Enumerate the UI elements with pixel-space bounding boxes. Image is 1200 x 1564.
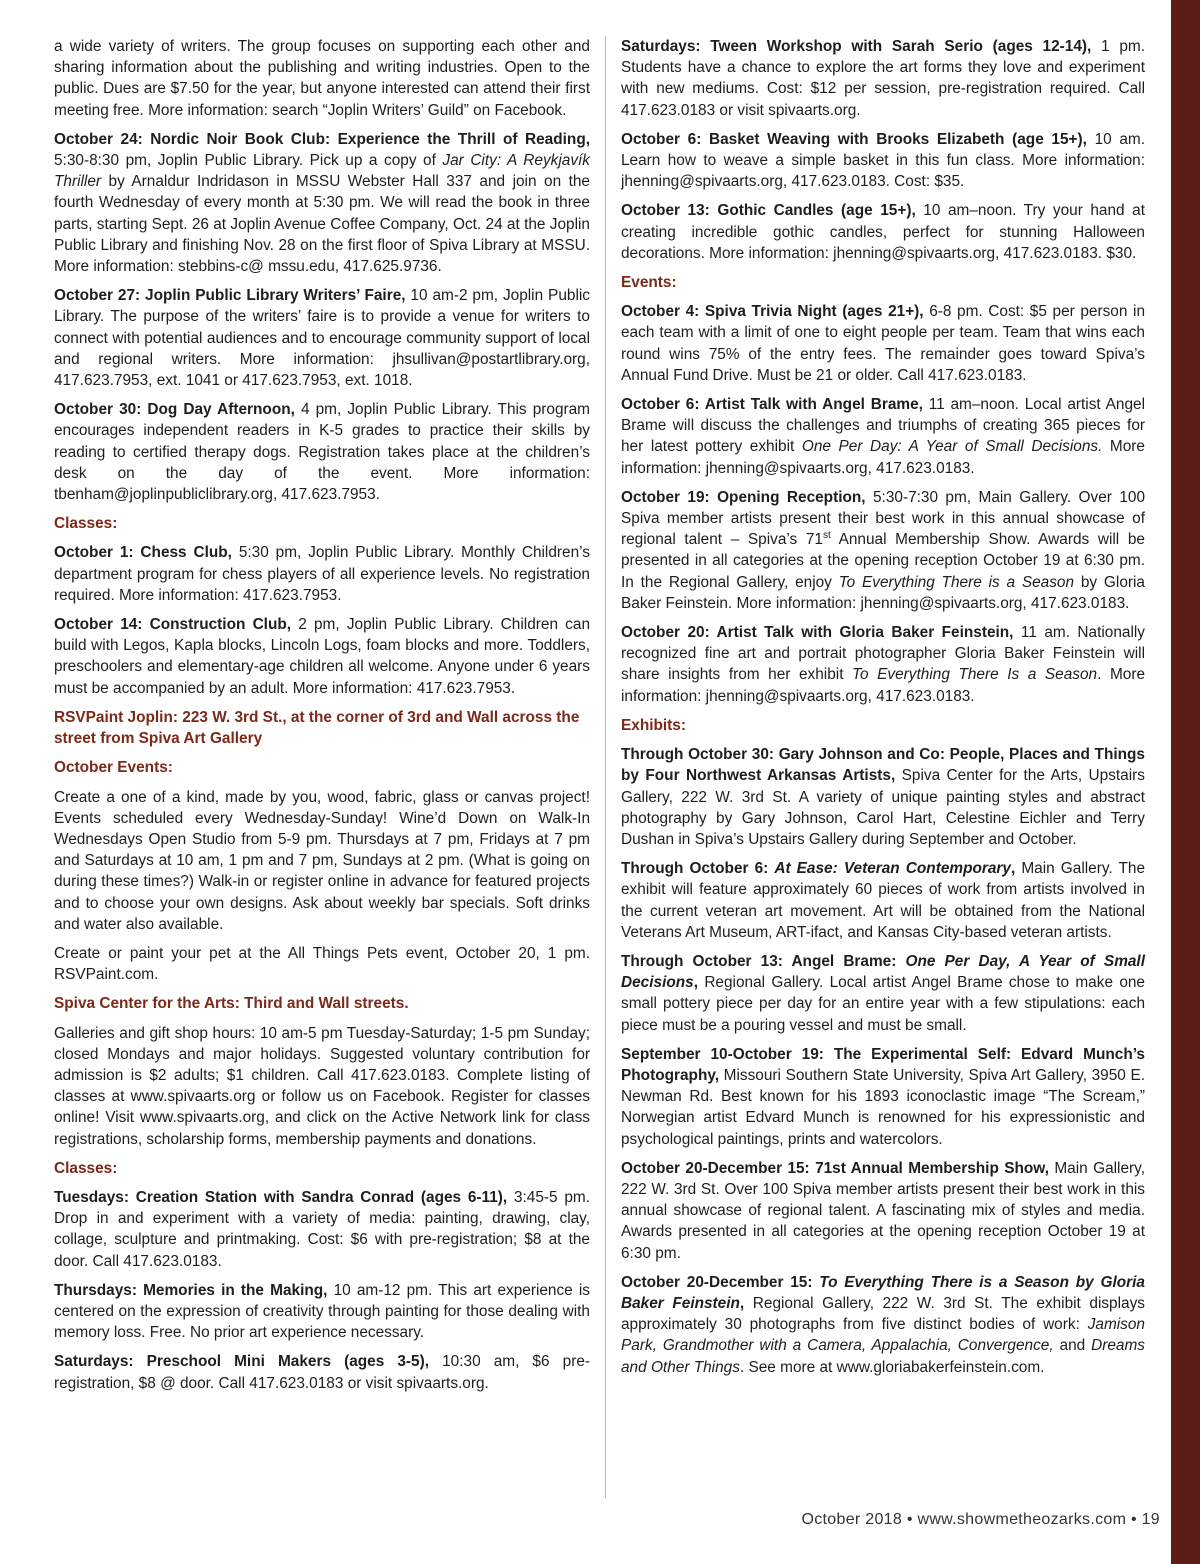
event-text: 10 am–noon. Try your hand at creating incredible gothic candles, perfect for stunning Halloween decorations. More information: jhenning@spivaarts.org, 417.623.0183. $30.: [621, 202, 1145, 262]
punctuation: ,: [693, 974, 698, 992]
event-text: by Gloria Baker Feinstein. More information: jhenning@spivaarts.org, 417.623.0183.: [621, 573, 1145, 612]
class-creation-station: [54, 1187, 590, 1272]
exhibit-to-everything: [621, 1272, 1145, 1378]
section-heading-october-events: October Events:: [54, 759, 173, 777]
event-text: 10:30 am, $6 pre-registration, $8 @ door. Call 417.623.0183 or visit spivaarts.org.: [54, 1353, 591, 1392]
event-artist-talk-brame: [621, 394, 1145, 479]
event-chess-club: [54, 542, 590, 606]
spiva-description: Galleries and gift shop hours: 10 am-5 pm Tuesday-Saturday; 1-5 pm Sunday; closed Mondays and major holidays. Suggested voluntary contribution for admission is $2 adults; $1 children. Call 417.623.0183. Complete listing of classes at www.spivaarts.org or follow us on Facebook. Register for classes online! Visit www.spivaarts.org, and click on the Active Network link for class registrations, scholarship forms, membership payments and donations.: [54, 1024, 590, 1148]
event-title: October 24: Nordic Noir Book Club: Experience the Thrill of Reading,: [54, 130, 590, 148]
venue-heading-spiva: Spiva Center for the Arts: Third and Wall streets.: [54, 995, 409, 1013]
exhibit-edvard-munch: [621, 1044, 1145, 1150]
event-artist-talk-feinstein: [621, 622, 1145, 707]
exhibit-title: At Ease: Veteran Contemporary: [774, 860, 1011, 878]
exhibit-text: Main Gallery, 222 W. 3rd St. Over 100 Spiva member artists present their best work in this annual showcase of regional talent. A fascinating mix of styles and media. Awards presented in all categories at the opening reception October 19 at 6:30 pm.: [621, 1159, 1145, 1262]
exhibit-membership-show: [621, 1158, 1145, 1264]
event-text: 5:30-7:30 pm, Main Gallery. Over 100 Spiva member artists present their best work in this annual showcase of regional talent – Spiva’s 71: [621, 488, 1145, 549]
exhibit-date: Through October 13: Angel Brame:: [621, 952, 906, 970]
event-title: October 6: Artist Talk with Angel Brame,: [621, 396, 923, 414]
left-column: [54, 36, 590, 1402]
ordinal-suffix: st: [823, 530, 831, 542]
event-title: Thursdays: Memories in the Making,: [54, 1281, 328, 1299]
event-text: 5:30 pm, Joplin Public Library. Monthly Children’s department program for chess players of all experience levels. No registration required. More information: 417.623.7953.: [54, 544, 590, 604]
event-title: October 30: Dog Day Afternoon,: [54, 401, 295, 419]
event-text: More information: jhenning@spivaarts.org, 417.623.0183.: [621, 438, 1145, 477]
section-heading-classes: Classes:: [54, 1159, 118, 1177]
event-text: 5:30-8:30 pm, Joplin Public Library. Pick up a copy of: [54, 152, 443, 170]
event-dog-day: [54, 399, 590, 505]
event-text: 1 pm. Students have a chance to explore the art forms they love and experiment with new mediums. Cost: $12 per session, pre-registration required. Call 417.623.0183 or visit spivaarts.org.: [621, 38, 1145, 119]
event-title: Saturdays: Tween Workshop with Sarah Serio (ages 12-14),: [621, 38, 1092, 55]
exhibit-text: and: [1053, 1337, 1092, 1355]
event-title: October 6: Basket Weaving with Brooks Elizabeth (age 15+),: [621, 130, 1087, 148]
event-title: Tuesdays: Creation Station with Sandra Conrad (ages 6-11),: [54, 1188, 508, 1206]
event-text: 4 pm, Joplin Public Library. This program encourages independent readers in K-5 grades to practice their skills by reading to certified therapy dogs. Registration takes place at the children’s desk on the day of the event. More information: tbenham@joplinpubliclibrary.org, 417.623.7953.: [54, 401, 591, 504]
exhibit-heading: [621, 860, 1015, 877]
exhibit-title: To Everything There Is a Season: [852, 666, 1098, 684]
event-text: 10 am. Learn how to weave a simple basket in this fun class. More information: jhenning@spivaarts.org, 417.623.0183. Cost: $35.: [621, 130, 1146, 191]
page-edge-bar: [1171, 0, 1200, 1564]
rsvpaint-pets-event: Create or paint your pet at the All Things Pets event, October 20, 1 pm. RSVPaint.com.: [54, 944, 590, 984]
exhibit-title: To Everything There is a Season: [838, 573, 1075, 591]
class-tween-workshop: [621, 36, 1145, 121]
exhibit-text: . See more at www.gloriabakerfeinstein.com.: [739, 1358, 1045, 1376]
class-preschool-mini-makers: [54, 1351, 590, 1393]
event-title: October 1: Chess Club,: [54, 544, 232, 562]
punctuation: ,: [739, 1294, 745, 1312]
exhibit-title: One Per Day: A Year of Small Decisions.: [801, 438, 1103, 456]
event-text: 10 am-12 pm. This art experience is centered on the expression of creativity through painting for those dealing with memory loss. Free. No prior art experience necessary.: [54, 1281, 590, 1342]
event-title: October 4: Spiva Trivia Night (ages 21+),: [621, 303, 924, 321]
event-writers-faire: [54, 285, 590, 391]
exhibit-at-ease: [621, 858, 1145, 943]
right-column: [621, 36, 1145, 1386]
page-footer: October 2018 • www.showmetheozarks.com • 19: [801, 1511, 1160, 1528]
book-title: Jar City: A Reykjavík Thriller: [54, 152, 590, 191]
event-text: 11 am–noon. Local artist Angel Brame will discuss the challenges and triumphs of creating 365 pieces for her latest pottery exhibit: [621, 396, 1145, 456]
section-heading-classes: Classes:: [54, 515, 118, 533]
event-title: Saturdays: Preschool Mini Makers (ages 3-5),: [54, 1353, 430, 1371]
work-titles: Dreams and Other Things: [621, 1337, 1145, 1376]
venue-heading-rsvpaint: RSVPaint Joplin: 223 W. 3rd St., at the corner of 3rd and Wall across the street from Spiva Art Gallery: [54, 708, 580, 748]
event-trivia-night: [621, 301, 1145, 386]
event-title: October 19: Opening Reception,: [621, 488, 866, 506]
event-nordic-noir: [54, 129, 590, 277]
exhibit-text: Regional Gallery. Local artist Angel Brame chose to make one small pottery piece per day for an entire year with a few stipulations: each piece must be a pouring vessel and must be small.: [621, 974, 1145, 1034]
exhibit-one-per-day: [621, 951, 1145, 1036]
event-text: by Arnaldur Indridason in MSSU Webster Hall 337 and join on the fourth Wednesday of every month at 5:30 pm. We will read the book in three parts, starting Sept. 26 at Joplin Avenue Coffee Company, Oct. 24 at the Joplin Public Library and finishing Nov. 28 on the first floor of Spiva Library at MSSU. More information: stebbins-c@ mssu.edu, 417.625.9736.: [54, 173, 590, 276]
event-title: October 13: Gothic Candles (age 15+),: [621, 202, 916, 220]
class-memories: [54, 1280, 590, 1344]
exhibit-text: Spiva Center for the Arts, Upstairs Gallery, 222 W. 3rd St. A variety of unique painting styles and abstract photography by Gary Johnson, Carol Hart, Celestine Eichler and Terry Dushan in Spiva’s Upstairs Gallery during September and October.: [621, 767, 1145, 848]
event-text: . More information: jhenning@spivaarts.org, 417.623.0183.: [621, 666, 1146, 705]
exhibit-title: To Everything There is a Season by Gloria Baker Feinstein: [621, 1273, 1145, 1312]
exhibit-text: Missouri Southern State University, Spiva Art Gallery, 3950 E. Newman Rd. Best known for his 1893 iconoclastic image “The Scream,” Norwegian artist Edvard Munch is renowned for his expressionistic and psychological paintings, prints and watercolors.: [621, 1066, 1145, 1148]
exhibit-text: Main Gallery. The exhibit will feature approximately 60 pieces of work from artists involved in the current veteran art movement. Art will be obtained from the National Veterans Art Museum, ART-ifact, and Kansas City-based veteran artists.: [621, 860, 1145, 941]
exhibit-heading: October 20-December 15: 71st Annual Membership Show,: [621, 1159, 1049, 1177]
exhibit-title: One Per Day, A Year of Small Decisions: [621, 952, 1145, 992]
event-construction-club: [54, 614, 590, 699]
exhibit-date: October 20-December 15:: [621, 1273, 820, 1291]
event-text: Annual Membership Show. Awards will be presented in all categories at the opening reception October 19 at 6:30 pm. In the Regional Gallery, enjoy: [621, 531, 1145, 591]
rsvpaint-description: Create a one of a kind, made by you, wood, fabric, glass or canvas project! Events scheduled every Wednesday-Sunday! Wine’d Down on Walk-In Wednesdays Open Studio from 5-9 pm. Thursdays at 7 pm, Fridays at 7 pm and Saturdays at 10 am, 1 pm and 7 pm, Sundays at 2 pm. (What is going on during these times?) Walk-in or register online in advance for featured projects and to choose your own designs. Ask about weekly bar specials. Soft drinks and water also available.: [54, 788, 590, 933]
event-text: 3:45-5 pm. Drop in and experiment with a variety of media: painting, drawing, clay, collage, sculpture and printmaking. Cost: $6 with pre-registration; $8 at the door. Call 417.623.0183.: [54, 1188, 590, 1270]
section-heading-exhibits: Exhibits:: [621, 716, 686, 734]
section-heading-events: Events:: [621, 274, 677, 292]
exhibit-heading: September 10-October 19: The Experimental Self: Edvard Munch’s Photography,: [621, 1045, 1145, 1084]
event-text: 11 am. Nationally recognized fine art and portrait photographer Gloria Baker Feinstein will share insights from her exhibit: [621, 624, 1145, 684]
event-title: October 20: Artist Talk with Gloria Baker Feinstein,: [621, 624, 1014, 642]
class-basket-weaving: [621, 129, 1145, 193]
writers-guild-continuation: a wide variety of writers. The group focuses on supporting each other and sharing information about the publishing and writing industries. Open to the public. Dues are $7.50 for the year, but anyone interested can attend their first meeting free. More information: search “Joplin Writers’ Guild” on Facebook.: [54, 38, 590, 119]
event-opening-reception: [621, 487, 1145, 614]
exhibit-heading: Through October 30: Gary Johnson and Co: People, Places and Things by Four Northwest Arkansas Artists,: [621, 746, 1145, 785]
event-text: 10 am-2 pm, Joplin Public Library. The purpose of the writers’ faire is to provide a venue for writers to connect with potential audiences and to encourage community support of local and regional writers. More information: jhsullivan@postartlibrary.org, 417.623.7953, ext. 1041 or 417.623.7953, ext. 1018.: [54, 287, 590, 390]
event-title: October 14: Construction Club,: [54, 616, 292, 634]
punctuation: ,: [1010, 860, 1016, 878]
column-divider: [605, 36, 606, 1498]
exhibit-date: Through October 6:: [621, 860, 775, 878]
event-text: 6-8 pm. Cost: $5 per person in each team with a limit of one to eight people per team. Team that wins each round wins 75% of the entry fees. The remainder goes toward Spiva’s Annual Fund Drive. Must be 21 or older. Call 417.623.0183.: [621, 303, 1146, 384]
class-gothic-candles: [621, 200, 1145, 264]
work-titles: Jamison Park, Grandmother with a Camera, Appalachia, Convergence,: [621, 1316, 1145, 1355]
event-title: October 27: Joplin Public Library Writers’ Faire,: [54, 287, 406, 305]
event-text: 2 pm, Joplin Public Library. Children can build with Legos, Kapla blocks, Lincoln Logs, foam blocks and more. Toddlers, preschoolers and elementary-age children all welcome. Anyone under 6 years must be accompanied by an adult. More information: 417.623.7953.: [54, 616, 590, 697]
exhibit-text: Regional Gallery, 222 W. 3rd St. The exhibit displays approximately 30 photographs from five distinct bodies of work:: [621, 1294, 1145, 1334]
exhibit-gary-johnson: [621, 744, 1145, 850]
